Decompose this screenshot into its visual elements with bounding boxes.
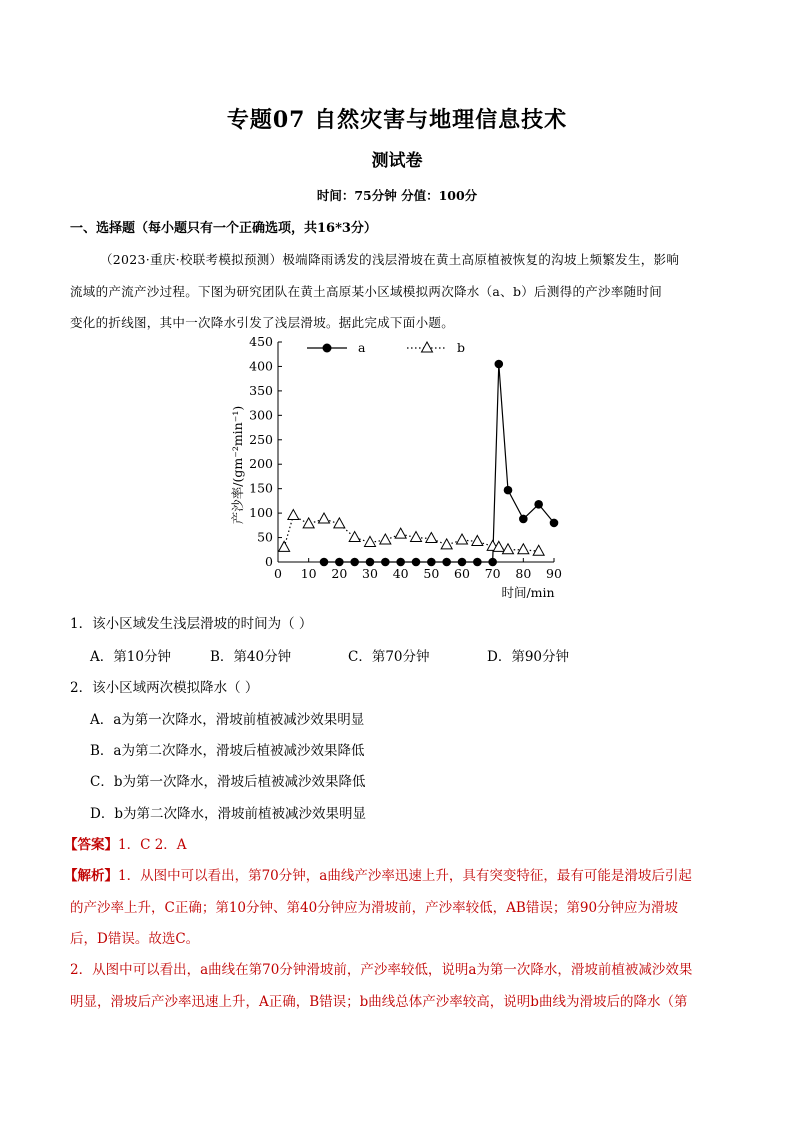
question-2-option-d: D．b为第二次降水，滑坡前植被减沙效果明显 — [90, 806, 366, 822]
chart-legend — [307, 340, 465, 355]
series-b-point — [426, 533, 437, 543]
legend-b-label: b — [457, 340, 466, 355]
answer-text: 1．C 2．A — [118, 837, 187, 853]
series-a-point — [320, 558, 329, 567]
x-tick-label: 50 — [423, 566, 440, 581]
y-tick-label: 400 — [249, 358, 273, 374]
series-a-point — [473, 558, 482, 567]
y-axis-label: 产沙率/(gm⁻²min⁻¹) — [230, 405, 245, 525]
page-title: 专题07 自然灾害与地理信息技术 — [226, 107, 568, 133]
series-b-point — [303, 518, 314, 528]
series-b-point — [319, 513, 330, 523]
y-tick-labels — [249, 334, 273, 569]
section-heading: 一、选择题（每小题只有一个正确选项，共16*3分） — [70, 221, 377, 236]
y-tick-label: 450 — [249, 334, 273, 349]
y-tick-label: 100 — [249, 505, 273, 521]
x-tick-label: 70 — [484, 566, 501, 581]
x-tick-label: 40 — [392, 566, 409, 581]
series-b-point — [288, 510, 299, 520]
x-tick-labels — [274, 566, 562, 581]
question-1-option-c: C．第70分钟 — [348, 649, 430, 665]
sediment-rate-chart — [215, 330, 595, 606]
series-a-point — [550, 519, 559, 528]
analysis-line: 明显，滑坡后产沙率迅速上升，A正确，B错误；b曲线总体产沙率较高，说明b曲线为滑坡后的降水（第 — [70, 994, 688, 1010]
y-tick-label: 350 — [249, 382, 273, 398]
question-1-option-d: D．第90分钟 — [487, 649, 570, 665]
legend-a-marker — [323, 344, 332, 353]
series-a-point — [350, 558, 359, 567]
analysis-line: 2．从图中可以看出，a曲线在第70分钟滑坡前，产沙率较低，说明a为第一次降水，滑坡前植被减沙效果 — [70, 962, 693, 978]
series-a-point — [504, 486, 513, 495]
y-tick-label: 150 — [249, 480, 273, 496]
series-a-point — [534, 500, 543, 509]
series-b-point — [334, 518, 345, 528]
series-a-point — [366, 558, 375, 567]
page-subtitle: 测试卷 — [371, 151, 423, 171]
series-b-point — [365, 536, 376, 546]
question-2-option-a: A．a为第一次降水，滑坡前植被减沙效果明显 — [90, 712, 365, 728]
series-markers — [279, 360, 559, 567]
intro-line: 流域的产流产沙过程。下图为研究团队在黄土高原某小区域模拟两次降水（a、b）后测得的产沙率随时间 — [70, 284, 663, 299]
x-tick-label: 30 — [362, 566, 378, 581]
chart-axes — [278, 342, 554, 562]
y-tick-label: 300 — [249, 407, 273, 423]
y-tick-label: 200 — [249, 456, 273, 472]
series-b-point — [503, 544, 514, 554]
series-b-point — [472, 535, 483, 545]
x-tick-label: 20 — [331, 566, 348, 581]
series-a-point — [488, 558, 497, 567]
series-a-point — [381, 558, 390, 567]
series-a-line — [324, 364, 554, 562]
series-b-point — [395, 528, 406, 538]
question-2-stem: 2．该小区域两次模拟降水（ ） — [70, 680, 259, 696]
analysis-line: 的产沙率上升，C正确；第10分钟、第40分钟应为滑坡前，产沙率较低，AB错误；第90分钟应为滑坡 — [70, 900, 679, 916]
series-a-point — [519, 515, 528, 524]
x-tick-label: 80 — [515, 566, 532, 581]
analysis-label: 【解析】 — [64, 868, 118, 884]
question-2-option-b: B．a为第二次降水，滑坡后植被减沙效果降低 — [90, 743, 365, 759]
analysis-row — [64, 864, 692, 884]
question-1-stem: 1．该小区域发生浅层滑坡的时间为（ ） — [70, 616, 313, 632]
series-b-point — [380, 534, 391, 544]
x-tick-label: 60 — [454, 566, 470, 581]
answer-row — [64, 833, 187, 853]
intro-line: （2023·重庆·校联考模拟预测）极端降雨诱发的浅层滑坡在黄土高原植被恢复的沟坡上频繁发生，影响 — [100, 252, 680, 267]
series-a-point — [458, 558, 467, 567]
series-a-point — [442, 558, 451, 567]
answer-label: 【答案】 — [64, 837, 118, 853]
series-a-point — [412, 558, 421, 567]
question-2-option-c: C．b为第一次降水，滑坡后植被减沙效果降低 — [90, 774, 366, 790]
intro-line: 变化的折线图，其中一次降水引发了浅层滑坡。据此完成下面小题。 — [70, 315, 455, 330]
analysis-line: 1．从图中可以看出，第70分钟，a曲线产沙率迅速上升，具有突变特征，最有可能是滑坡后引起 — [118, 868, 692, 884]
x-axis-label: 时间/min — [501, 585, 555, 600]
series-a-point — [495, 360, 504, 369]
series-b-point — [279, 541, 290, 551]
exam-meta: 时间：75分钟 分值：100分 — [316, 188, 478, 203]
series-a-point — [396, 558, 405, 567]
x-tick-label: 0 — [274, 566, 282, 581]
legend-a-label: a — [358, 340, 366, 355]
x-tick-label: 90 — [546, 566, 562, 581]
series-lines — [284, 364, 554, 562]
series-a-point — [335, 558, 344, 567]
series-b-point — [349, 532, 360, 542]
y-tick-label: 250 — [249, 431, 273, 447]
y-tick-label: 0 — [265, 554, 273, 569]
series-b-point — [441, 539, 452, 549]
series-b-point — [518, 544, 529, 554]
question-1-option-b: B．第40分钟 — [210, 649, 292, 665]
series-a-point — [427, 558, 436, 567]
series-b-point — [533, 545, 544, 555]
legend-b-marker — [422, 342, 433, 352]
x-tick-label: 10 — [300, 566, 317, 581]
series-b-point — [457, 534, 468, 544]
question-1-option-a: A．第10分钟 — [90, 649, 171, 665]
y-tick-label: 50 — [257, 529, 273, 545]
series-b-point — [411, 532, 422, 542]
analysis-line: 后，D错误。故选C。 — [70, 931, 200, 947]
